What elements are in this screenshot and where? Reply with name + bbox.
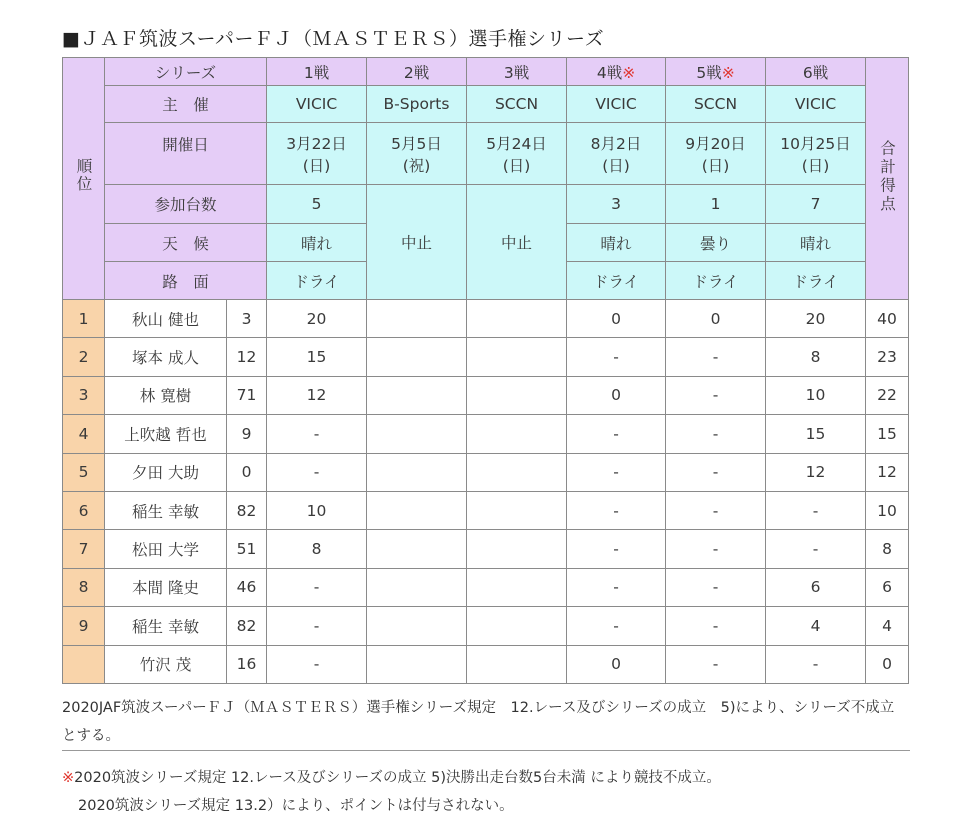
round-6-entries: 7 [766,185,866,224]
round-2-status: 中止 [367,185,467,300]
round-5-points-cell: - [666,376,766,414]
round-1-entries: 5 [267,185,367,224]
rank-cell: 7 [63,530,105,568]
table-row [63,645,909,683]
total-points-cell: 12 [866,453,909,491]
round-2-points-cell [367,300,467,338]
round-1-weather: 晴れ [267,224,367,262]
round-6-points-cell: - [766,645,866,683]
table-row [63,376,909,414]
round-4-weather: 晴れ [567,224,666,262]
round-3-points-cell [467,415,567,453]
driver-name-cell: 稲生 幸敏 [105,607,227,645]
footnote-mark: ※ [62,770,75,786]
driver-name-cell: 本間 隆史 [105,568,227,606]
round-3-points-cell [467,300,567,338]
round-4-entries: 3 [567,185,666,224]
round-6-label: 6戦 [802,63,829,82]
round-1-points-cell: - [267,645,367,683]
round-4-points-cell: 0 [567,300,666,338]
round-1-points-cell: 12 [267,376,367,414]
round-1-points-cell: - [267,607,367,645]
driver-name-cell: 松田 大学 [105,530,227,568]
page-title: ■ＪＡＦ筑波スーパーＦＪ（ＭＡＳＴＥＲＳ）選手権シリーズ [62,28,605,50]
round-2-points-cell [367,415,467,453]
round-5-points-cell: - [666,453,766,491]
round-2-points-cell [367,607,467,645]
round-6-points-cell: 10 [766,376,866,414]
rank-cell: 3 [63,376,105,414]
round-5-points-cell: 0 [666,300,766,338]
round-4-points-cell: - [567,415,666,453]
round-4-note-mark: ※ [622,63,636,82]
round-2-date: 5月5日 (祝) [367,123,467,185]
rank-cell: 5 [63,453,105,491]
standings-table [62,57,909,684]
round-1-points-cell: 20 [267,300,367,338]
driver-name-cell: 竹沢 茂 [105,645,227,683]
round-5-points-cell: - [666,415,766,453]
round-6-date: 10月25日 (日) [766,123,866,185]
total-points-cell: 15 [866,415,909,453]
round-5-points-cell: - [666,645,766,683]
driver-name-cell: 夕田 大助 [105,453,227,491]
driver-name-cell: 塚本 成人 [105,338,227,376]
round-5-points-cell: - [666,607,766,645]
round-2-points-cell [367,645,467,683]
round-5-weather: 曇り [666,224,766,262]
regulation-note: 2020JAF筑波スーパーＦＪ（ＭＡＳＴＥＲＳ）選手権シリーズ規定 12.レース及びシリーズの成立 5)により、シリーズ不成立とする。 [62,700,895,744]
round-3-header [467,58,567,86]
car-number-cell: 46 [227,568,267,606]
series-label: シリーズ [105,58,267,86]
round-4-surface: ドライ [567,262,666,300]
round-5-entries: 1 [666,185,766,224]
round-1-header [267,58,367,86]
round-1-points-cell: 8 [267,530,367,568]
rank-cell: 4 [63,415,105,453]
round-1-organizer: VICIC [267,86,367,123]
footnote-line-2: 2020筑波シリーズ規定 13.2）により、ポイントは付与されない。 [78,798,514,814]
round-2-points-cell [367,530,467,568]
total-header-label: 合計得点 [878,139,897,214]
total-points-cell: 23 [866,338,909,376]
table-row [63,453,909,491]
round-1-points-cell: 15 [267,338,367,376]
weather-label: 天 候 [105,224,267,262]
round-6-points-cell: 15 [766,415,866,453]
footnote [62,764,721,820]
round-2-organizer: B-Sports [367,86,467,123]
round-4-label: 4戦 [596,63,623,82]
round-1-surface: ドライ [267,262,367,300]
round-3-points-cell [467,645,567,683]
total-points-cell: 6 [866,568,909,606]
round-4-date: 8月2日 (日) [567,123,666,185]
round-3-points-cell [467,530,567,568]
divider [62,750,910,751]
round-5-note-mark: ※ [721,63,735,82]
total-header [866,58,909,300]
car-number-cell: 51 [227,530,267,568]
round-6-points-cell: 20 [766,300,866,338]
round-4-points-cell: - [567,530,666,568]
driver-name-cell: 上吹越 哲也 [105,415,227,453]
round-3-points-cell [467,568,567,606]
total-points-cell: 4 [866,607,909,645]
round-4-points-cell: - [567,607,666,645]
total-points-cell: 22 [866,376,909,414]
driver-name-cell: 稲生 幸敏 [105,491,227,529]
round-3-date: 5月24日 (日) [467,123,567,185]
header-row-date [63,123,909,185]
rank-cell: 1 [63,300,105,338]
round-5-header [666,58,766,86]
round-1-points-cell: - [267,415,367,453]
round-4-points-cell: - [567,338,666,376]
round-6-weather: 晴れ [766,224,866,262]
round-3-organizer: SCCN [467,86,567,123]
round-6-points-cell: - [766,530,866,568]
round-3-points-cell [467,453,567,491]
round-5-organizer: SCCN [666,86,766,123]
round-6-header [766,58,866,86]
round-4-points-cell: - [567,568,666,606]
round-4-points-cell: 0 [567,645,666,683]
round-3-points-cell [467,607,567,645]
rank-header [63,58,105,300]
round-5-label: 5戦 [696,63,722,82]
round-1-label: 1戦 [303,63,330,82]
round-5-points-cell: - [666,530,766,568]
table-row [63,491,909,529]
car-number-cell: 3 [227,300,267,338]
table-row [63,415,909,453]
round-6-points-cell: - [766,491,866,529]
total-points-cell: 10 [866,491,909,529]
round-3-points-cell [467,338,567,376]
round-6-points-cell: 12 [766,453,866,491]
round-2-points-cell [367,338,467,376]
header-row-series [63,58,909,86]
round-4-points-cell: 0 [567,376,666,414]
round-6-points-cell: 6 [766,568,866,606]
round-2-points-cell [367,376,467,414]
round-5-surface: ドライ [666,262,766,300]
round-4-points-cell: - [567,491,666,529]
car-number-cell: 9 [227,415,267,453]
car-number-cell: 0 [227,453,267,491]
car-number-cell: 12 [227,338,267,376]
surface-label: 路 面 [105,262,267,300]
round-2-label: 2戦 [403,63,430,82]
round-1-points-cell: - [267,453,367,491]
table-row [63,530,909,568]
round-5-points-cell: - [666,491,766,529]
round-1-date: 3月22日 (日) [267,123,367,185]
round-1-points-cell: - [267,568,367,606]
table-row [63,607,909,645]
header-row-organizer [63,86,909,123]
round-6-organizer: VICIC [766,86,866,123]
entries-label: 参加台数 [105,185,267,224]
total-points-cell: 8 [866,530,909,568]
car-number-cell: 71 [227,376,267,414]
table-row [63,338,909,376]
footnote-line-1: ※2020筑波シリーズ規定 12.レース及びシリーズの成立 5)決勝出走台数5台未満 により競技不成立。 [62,770,721,786]
round-5-points-cell: - [666,338,766,376]
total-points-cell: 0 [866,645,909,683]
driver-name-cell: 秋山 健也 [105,300,227,338]
round-5-date: 9月20日 (日) [666,123,766,185]
round-3-status: 中止 [467,185,567,300]
round-2-points-cell [367,568,467,606]
round-6-surface: ドライ [766,262,866,300]
round-4-points-cell: - [567,453,666,491]
round-6-points-cell: 8 [766,338,866,376]
car-number-cell: 82 [227,607,267,645]
round-4-header [567,58,666,86]
rank-cell: 8 [63,568,105,606]
round-4-organizer: VICIC [567,86,666,123]
car-number-cell: 82 [227,491,267,529]
table-row [63,300,909,338]
date-label: 開催日 [105,123,267,185]
header-row-entries [63,185,909,224]
car-number-cell: 16 [227,645,267,683]
rank-cell: 6 [63,491,105,529]
round-5-points-cell: - [666,568,766,606]
round-2-points-cell [367,491,467,529]
round-3-label: 3戦 [503,63,530,82]
rank-cell: 9 [63,607,105,645]
driver-name-cell: 林 寛樹 [105,376,227,414]
rank-cell: 2 [63,338,105,376]
round-6-points-cell: 4 [766,607,866,645]
round-3-points-cell [467,491,567,529]
organizer-label: 主 催 [105,86,267,123]
round-3-points-cell [467,376,567,414]
round-2-header [367,58,467,86]
rank-cell [63,645,105,683]
round-1-points-cell: 10 [267,491,367,529]
rank-header-label: 順位 [74,157,93,193]
table-row [63,568,909,606]
total-points-cell: 40 [866,300,909,338]
round-2-points-cell [367,453,467,491]
